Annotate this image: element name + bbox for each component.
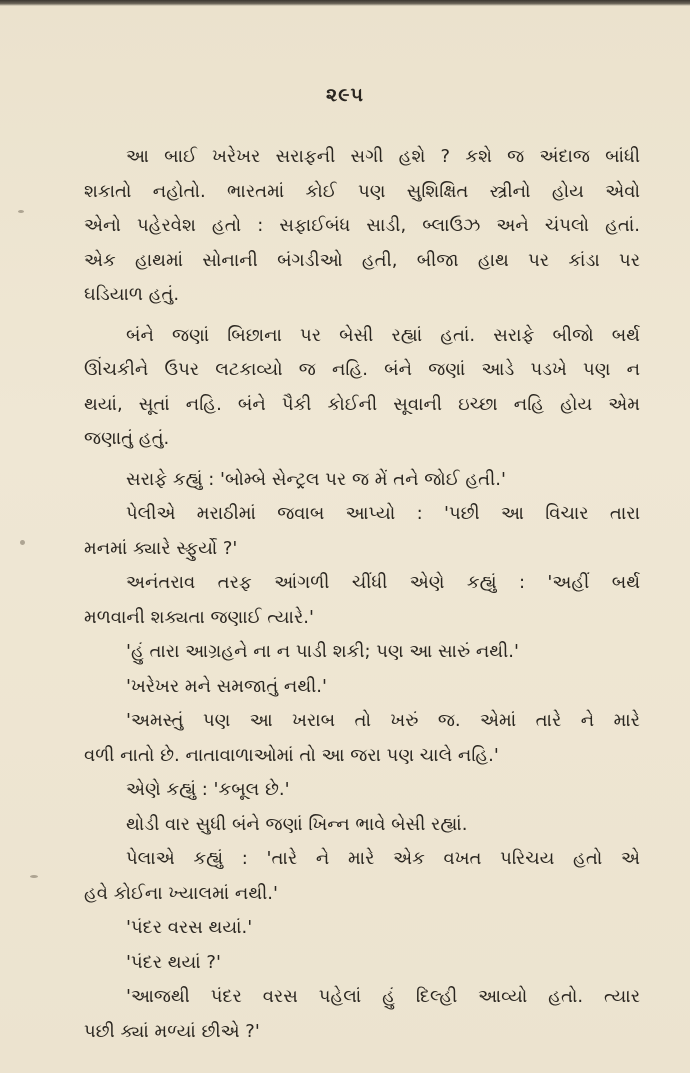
margin-mark xyxy=(20,540,25,545)
text-line: 'હું તારા આગ્રહને ના ન પાડી શકી; પણ આ સારું નથી.' xyxy=(126,641,519,662)
body-text xyxy=(84,140,640,1049)
margin-mark xyxy=(18,210,24,213)
text-line: શકાતો નહોતો. ભારતમાં કોઈ પણ સુશિક્ષિત સ્ત્રીનો હોય એવો xyxy=(84,180,640,202)
text-line: જણાતું હતું. xyxy=(84,428,170,449)
text-line: બંને જણાં બિછાના પર બેસી રહ્યાં હતાં. સરાફે બીજો બર્થ xyxy=(126,324,640,346)
text-line: વળી નાતો છે. નાતાવાળાઓમાં તો આ જરા પણ ચાલે નહિ.' xyxy=(84,744,499,766)
text-line: ઘડિયાળ હતું. xyxy=(84,284,180,305)
text-line: ઊંચકીને ઉપર લટકાવ્યો જ નહિ. બંને જણાં આડે પડખે પણ ન xyxy=(84,359,640,380)
text-line: એનો પહેરવેશ હતો : સફાઈબંધ સાડી, બ્લાઉઝ અને ચંપલો હતાં. xyxy=(84,215,640,236)
text-line: 'આજથી પંદર વરસ પહેલાં હું દિલ્હી આવ્યો હતો. ત્યાર xyxy=(126,986,640,1007)
text-line: 'પંદર થયાં ?' xyxy=(126,951,221,973)
text-line: થોડી વાર સુધી બંને જણાં ખિન્ન ભાવે બેસી રહ્યાં. xyxy=(126,813,468,835)
page-top-edge xyxy=(0,0,690,6)
text-line: હવે કોઈના ખ્યાલમાં નથી.' xyxy=(84,882,278,904)
text-line: 'પંદર વરસ થયાં.' xyxy=(126,917,253,938)
text-line: એક હાથમાં સોનાની બંગડીઓ હતી, બીજા હાથ પર કાંડા પર xyxy=(84,249,640,271)
text-line: પેલીએ મરાઠીમાં જવાબ આપ્યો : 'પછી આ વિચાર તારા xyxy=(126,503,640,524)
text-line: મળવાની શક્યતા જણાઈ ત્યારે.' xyxy=(84,606,314,628)
text-line: આ બાઈ ખરેખર સરાફની સગી હશે ? કશે જ અંદાજ બાંધી xyxy=(126,146,640,167)
text-line: પેલાએ કહ્યું : 'તારે ને મારે એક વખત પરિચય હતો એ xyxy=(126,848,640,869)
text-line: 'ખરેખર મને સમજાતું નથી.' xyxy=(126,675,327,697)
text-line: સરાફે કહ્યું : 'બોમ્બે સેન્ટ્રલ પર જ મેં તને જોઈ હતી.' xyxy=(126,468,506,490)
text-line: અનંતરાવ તરફ આંગળી ચીંધી એણે કહ્યું : 'અહીં બર્થ xyxy=(126,572,640,593)
text-line: 'અમસ્તું પણ આ ખરાબ તો ખરું જ. એમાં તારે ને મારે xyxy=(126,710,640,731)
page-number: ૨૯૫ xyxy=(326,84,364,106)
margin-mark xyxy=(30,875,38,878)
text-line: એણે કહ્યું : 'કબૂલ છે.' xyxy=(126,779,290,800)
text-line: થયાં, સૂતાં નહિ. બંને પૈકી કોઈની સૂવાની ઇચ્છા નહિ હોય એમ xyxy=(84,393,640,415)
text-line: મનમાં ક્યારે સ્ફુર્યો ?' xyxy=(84,537,238,559)
text-line: પછી ક્યાં મળ્યાં છીએ ?' xyxy=(84,1020,260,1042)
